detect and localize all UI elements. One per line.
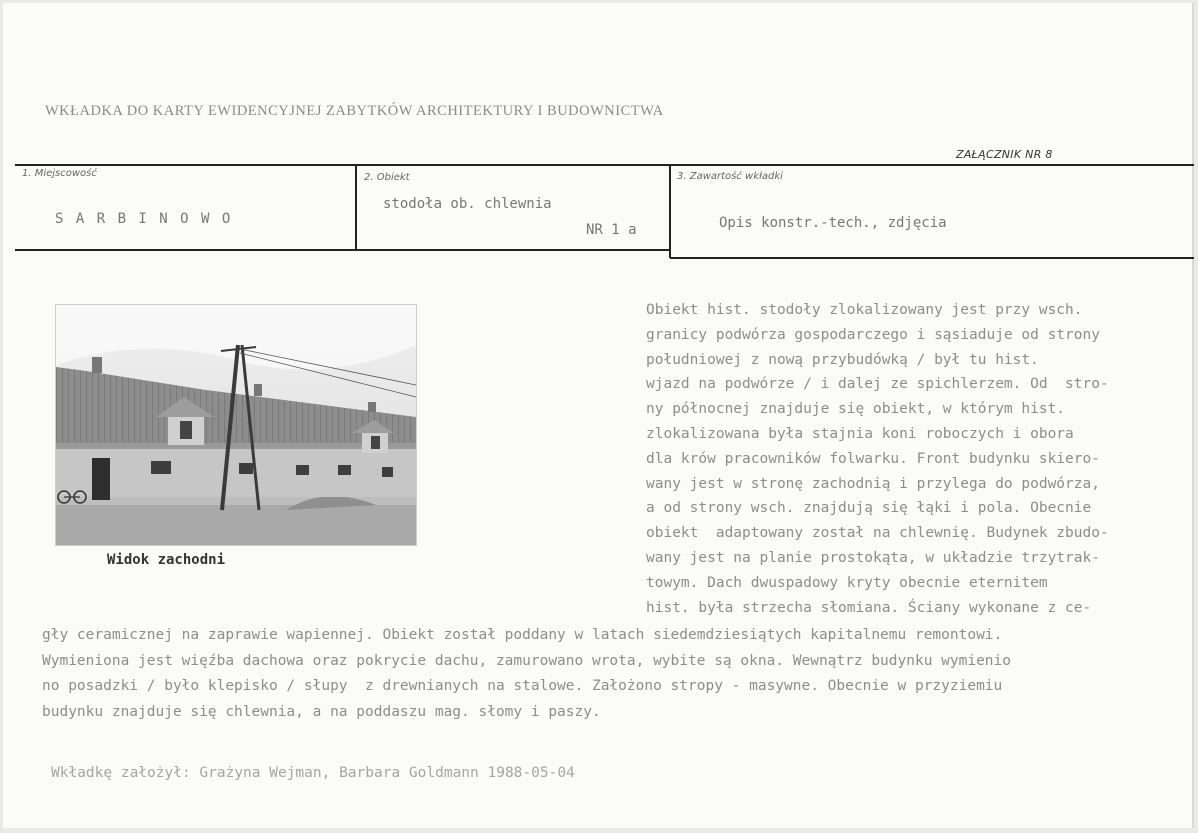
object-value: stodoła ob. chlewnia (383, 196, 552, 212)
description-line: gły ceramicznej na zaprawie wapiennej. Obiekt został poddany w latach siedemdziesiątych kapitalnemu remontowi. (42, 627, 1003, 643)
description-line: budynku znajduje się chlewnia, a na poddaszu mag. słomy i paszy. (42, 703, 601, 720)
object-number: NR 1 a (586, 222, 637, 238)
description-line: a od strony wsch. znajdują się łąki i pola. Obecnie (646, 500, 1092, 517)
photo-caption: Widok zachodni (107, 552, 226, 568)
description-block (646, 298, 1186, 620)
description-line: granicy podwórza gospodarczego i sąsiaduje od strony (646, 326, 1100, 343)
table-bottom-border-right (670, 257, 1194, 259)
place-label: 1. Miejscowość (22, 168, 97, 179)
founder-line: Wkładkę założył: Grażyna Wejman, Barbara Goldmann 1988-05-04 (51, 765, 575, 781)
contents-label: 3. Zawartość wkładki (677, 171, 783, 182)
description-line: Obiekt hist. stodoły zlokalizowany jest przy wsch. (646, 302, 1083, 318)
table-divider-2 (669, 164, 671, 258)
description-line: wjazd na podwórze / i dalej ze spichlerzem. Od stro- (646, 376, 1109, 393)
object-label: 2. Obiekt (364, 172, 410, 183)
description-line: towym. Dach dwuspadowy kryty obecnie eternitem (646, 574, 1048, 591)
contents-value: Opis konstr.-tech., zdjęcia (719, 215, 947, 231)
table-top-border (15, 164, 1194, 166)
attachment-number: ZAŁĄCZNIK NR 8 (956, 148, 1053, 161)
description-line: ny północnej znajduje się obiekt, w którym hist. (646, 401, 1066, 418)
description-line: wany jest w stronę zachodnią i przylega do podwórza, (646, 475, 1100, 492)
barn-photo (55, 304, 417, 546)
barn-photo-image (56, 305, 416, 545)
description-line: dla krów pracowników folwarku. Front budynku skiero- (646, 450, 1100, 467)
form-title: WKŁADKA DO KARTY EWIDENCYJNEJ ZABYTKÓW ARCHITEKTURY I BUDOWNICTWA (45, 103, 664, 119)
table-bottom-border-left (15, 249, 670, 251)
description-line: no posadzki / było klepisko / słupy z drewnianych na stalowe. Założono stropy - masywne. Obecnie w przyziemiu (42, 678, 1003, 694)
description-continuation (42, 623, 1187, 725)
description-line: wany jest na planie prostokąta, w układzie trzytrak- (646, 549, 1100, 566)
description-line: zlokalizowana była stajnia koni roboczych i obora (646, 425, 1074, 442)
place-value: S A R B I N O W O (55, 211, 233, 227)
table-divider-1 (355, 164, 357, 251)
description-line: Wymieniona jest więźba dachowa oraz pokrycie dachu, zamurowano wrota, wybite są okna. Wewnątrz budynku wymienio (42, 652, 1012, 669)
description-line: hist. była strzecha słomiana. Ściany wykonane z ce- (646, 599, 1092, 616)
description-line: obiekt adaptowany został na chlewnię. Budynek zbudo- (646, 525, 1109, 542)
description-line: południowej z nową przybudówką / był tu hist. (646, 351, 1039, 368)
